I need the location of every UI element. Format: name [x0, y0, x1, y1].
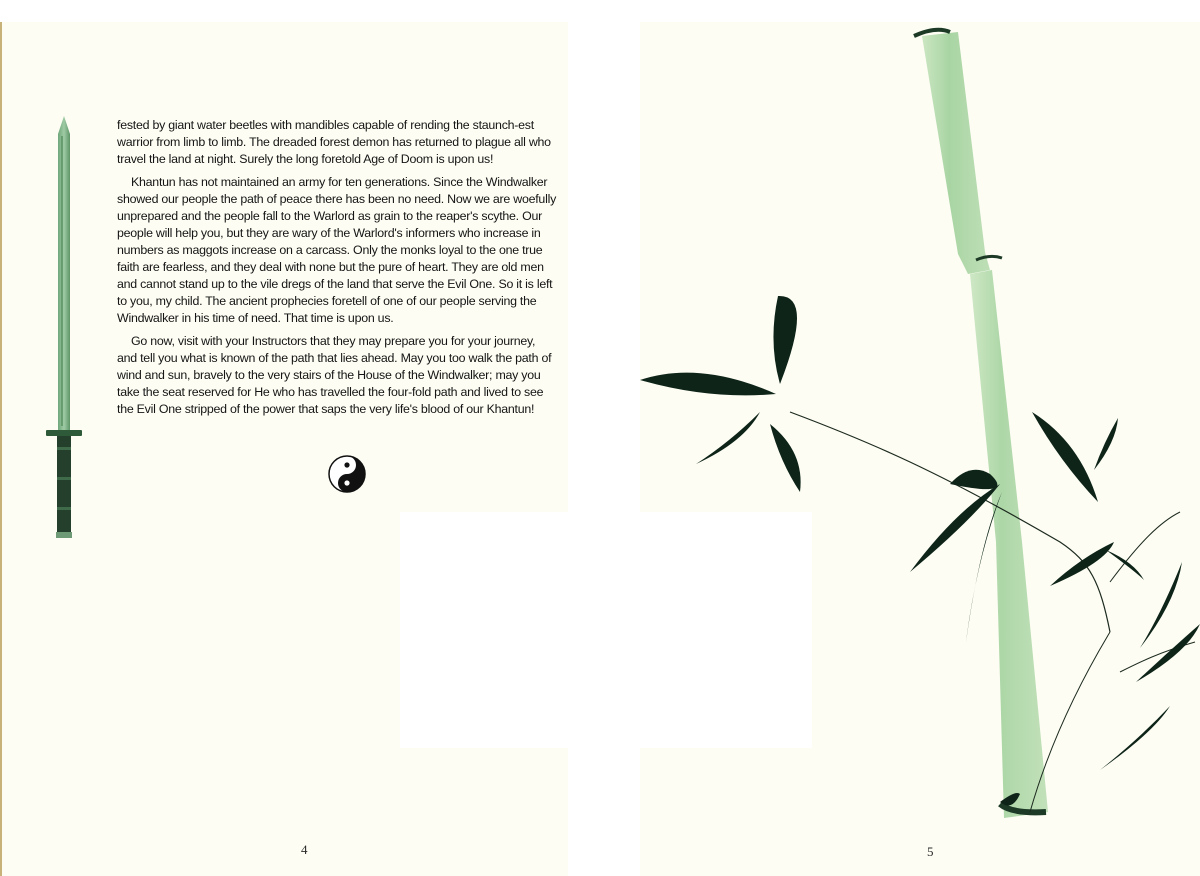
sword-icon	[44, 112, 84, 542]
paragraph: Go now, visit with your Instructors that they may prepare you for your journey, and tell you what is known of the path that lies ahead. May you too walk the path of wind and sun, bravely to the very stairs of the House of the Windwalker; may you take the seat reserved for He who has travelled the four-fold path and lived to see the Evil One stripped of the power that saps the very life's blood of our Khantun!	[117, 334, 552, 416]
paragraph: fested by giant water beetles with mandibles capable of rending the staunch-est warrior from limb to limb. The dreaded forest demon has returned to plague all who travel the land at night. Surely the long foretold Age of Doom is upon us!	[117, 118, 551, 166]
page-edge	[0, 22, 2, 876]
paragraph: Khantun has not maintained an army for ten generations. Since the Windwalker showed our people the path of peace there has been no need. Now we are woefully unprepared and the people fall to the Warlord as grain to the reaper's scythe. Our people will help you, but they are wary of the Warlord's informers who increase in numbers as maggots increase on a carcass. Only the monks loyal to the one true faith are fearless, and they deal with none but the pure of heart. They are old men and cannot stand up to the vile dregs of the land that serve the Evil One. So it is left to you, my child. The ancient prophecies foretell of one of our people serving the Windwalker in his time of need. That time is upon us.	[117, 175, 557, 325]
bamboo-illustration	[640, 22, 1200, 842]
page-number-right: 5	[927, 844, 934, 859]
page-number-left: 4	[301, 842, 308, 857]
body-text	[117, 117, 557, 424]
scan-blank-area	[400, 512, 568, 748]
yin-yang-icon	[327, 454, 367, 494]
